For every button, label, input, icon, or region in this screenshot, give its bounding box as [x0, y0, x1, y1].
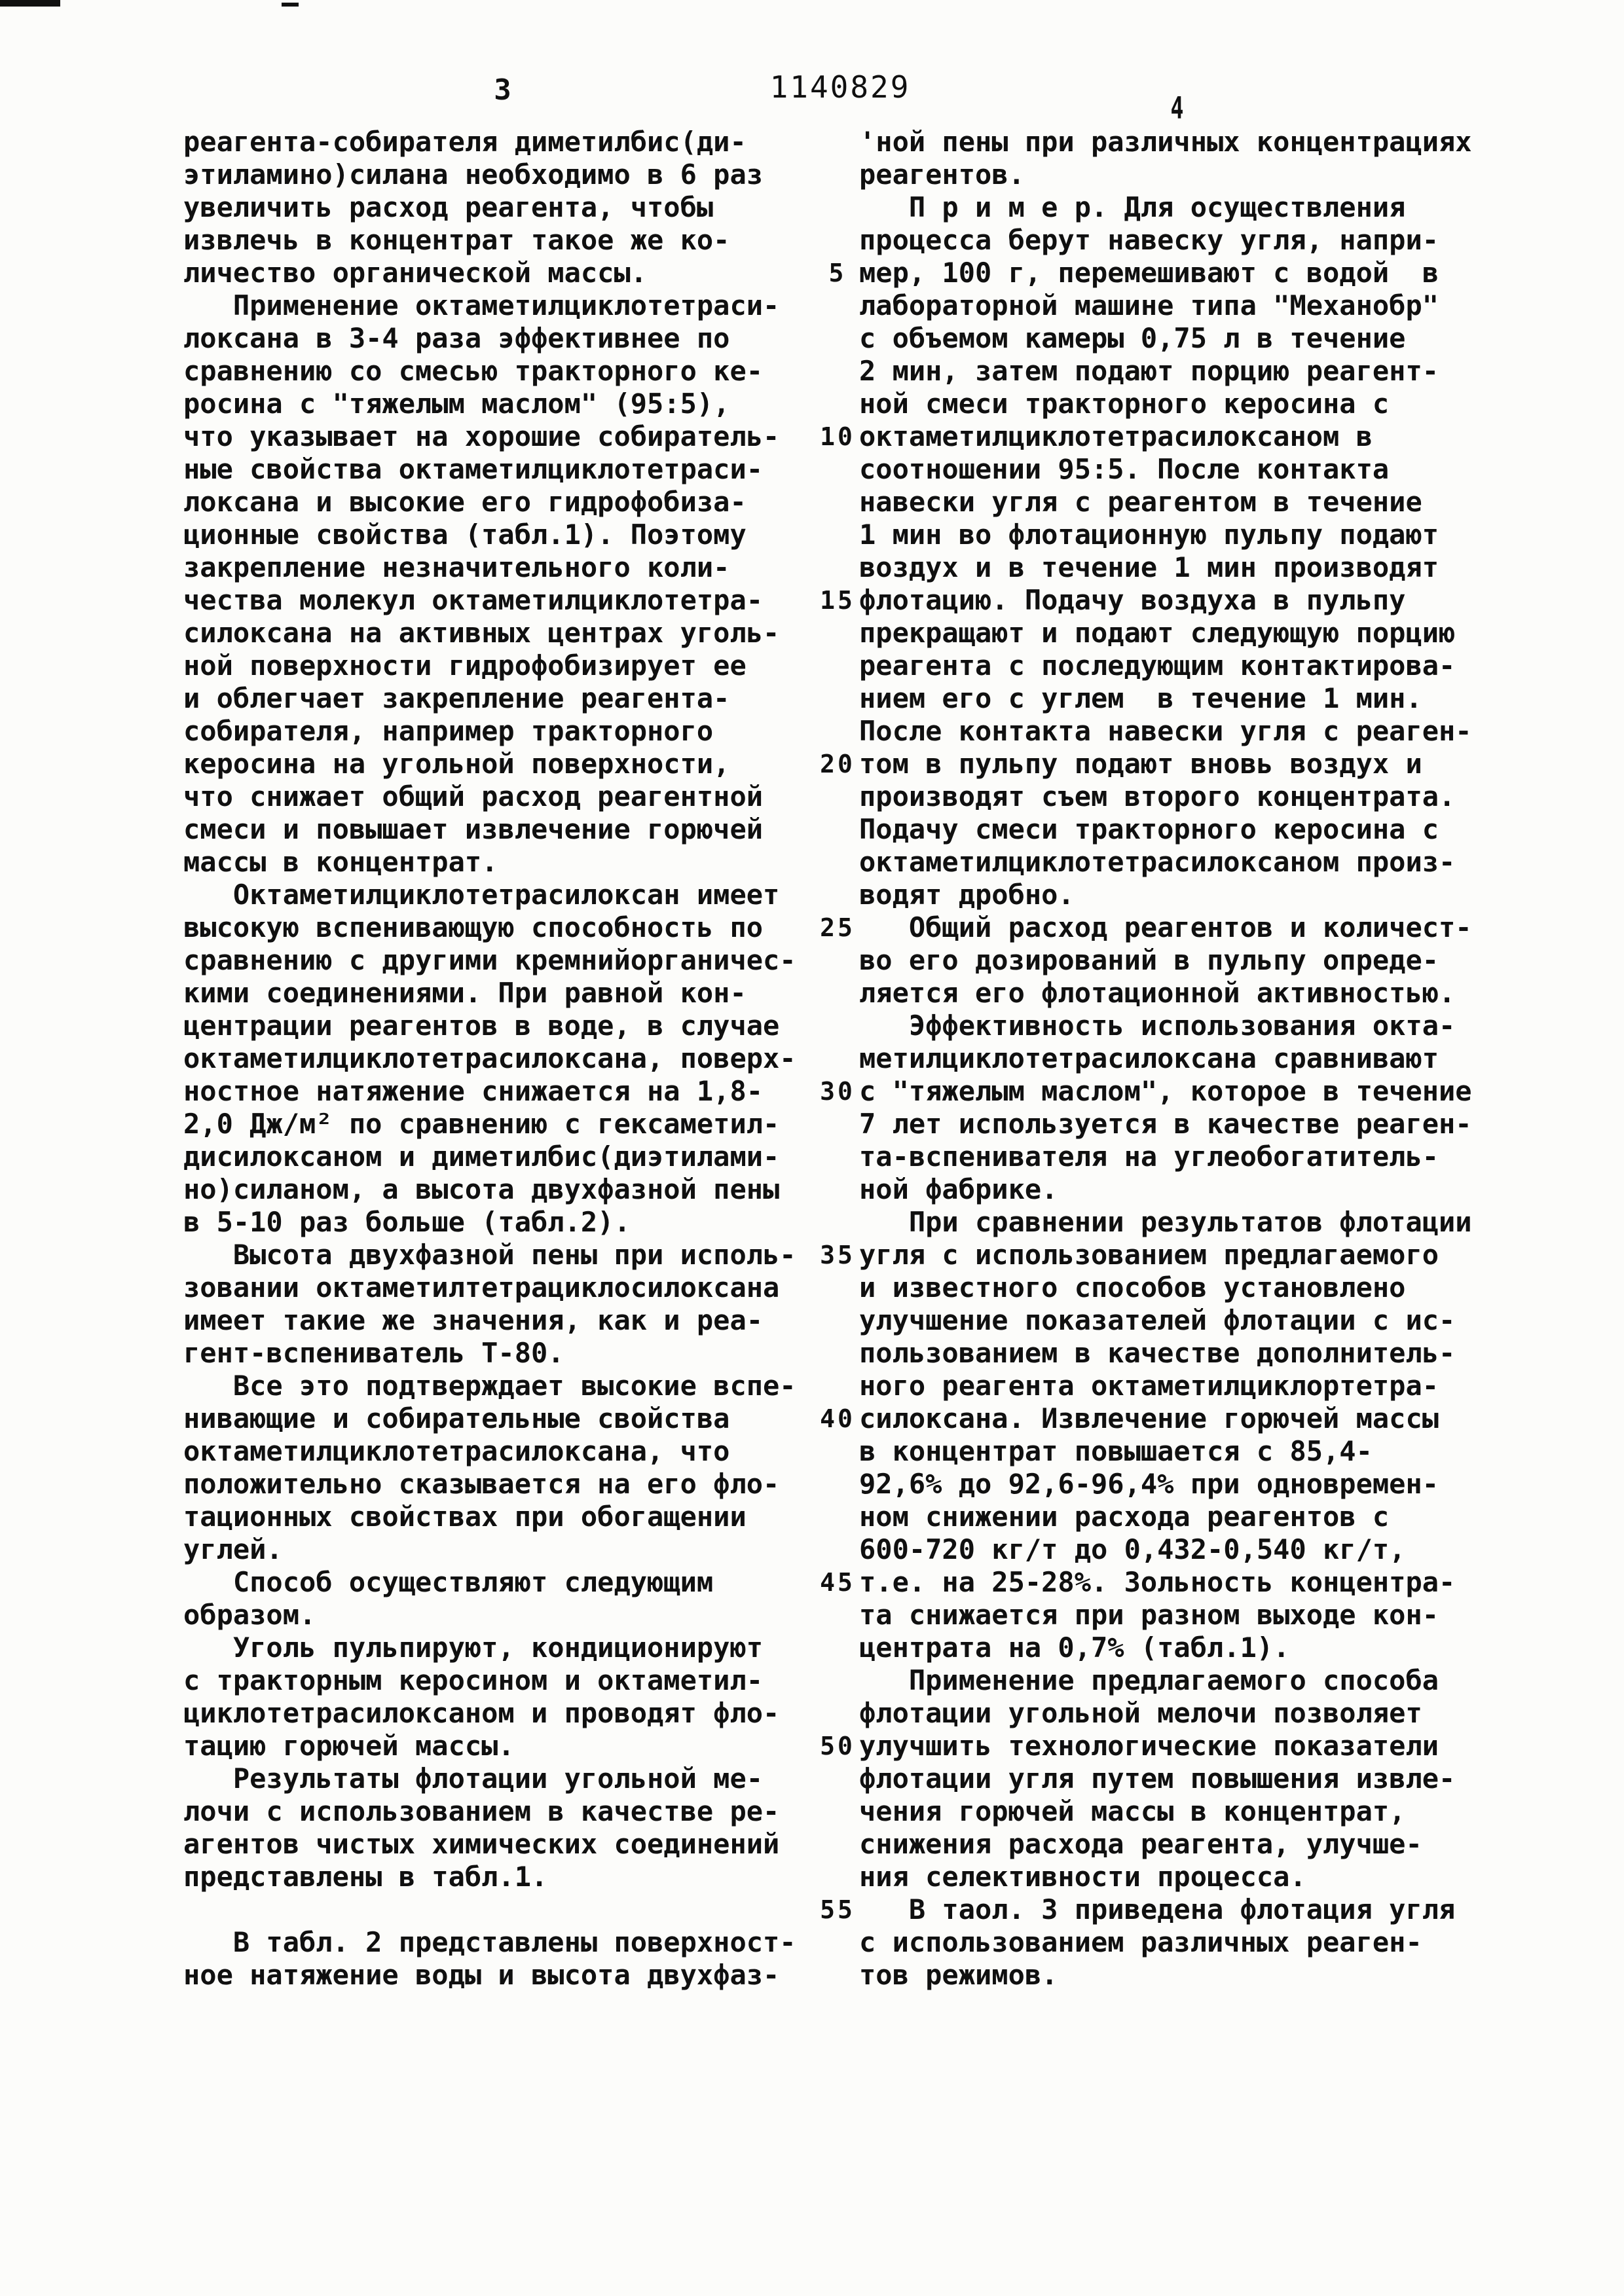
text-line: высокую вспенивающую способность по [183, 911, 764, 943]
text-line: ной поверхности гидрофобизирует ее [183, 649, 747, 682]
text-line: процесса берут навеску угля, напри- [859, 224, 1439, 256]
text-line: этиламино)силана необходимо в 6 раз [183, 158, 764, 191]
text-line: ные свойства октаметилциклотетраси- [183, 453, 764, 485]
text-line: росина с "тяжелым маслом" (95:5), [183, 388, 730, 420]
text-line: реагентов. [859, 158, 1025, 191]
text-line: в концентрат повышается с 85,4- [859, 1435, 1373, 1467]
text-line: ное натяжение воды и высота двухфаз- [183, 1959, 780, 1991]
text-line: ностное натяжение снижается на 1,8- [183, 1075, 764, 1107]
text-line: Применение предлагаемого способа [859, 1664, 1439, 1696]
text-line: центрата на 0,7% (табл.1). [859, 1631, 1290, 1664]
text-line: В таол. 3 приведена флотация угля [859, 1893, 1456, 1925]
text-line: представлены в табл.1. [183, 1861, 548, 1893]
text-line: и облегчает закрепление реагента- [183, 682, 730, 714]
text-line: с тракторным керосином и октаметил- [183, 1664, 764, 1696]
text-line: в 5-10 раз больше (табл.2). [183, 1206, 631, 1238]
text-line: 1 мин во флотационную пульпу подают [859, 519, 1439, 551]
text-line: угля с использованием предлагаемого [859, 1239, 1439, 1271]
line-number: 30 [820, 1077, 855, 1106]
text-line: та-вспенивателя на углеобогатитель- [859, 1140, 1439, 1173]
text-line: Подачу смеси тракторного керосина с [859, 813, 1439, 845]
left-text-column [183, 126, 832, 1992]
text-line: чения горючей массы в концентрат, [859, 1795, 1406, 1827]
line-number: 10 [820, 422, 855, 451]
text-line: метилциклотетрасилоксана сравнивают [859, 1042, 1439, 1074]
text-line: гент-вспениватель Т-80. [183, 1337, 564, 1369]
text-line: т.е. на 25-28%. Зольность концентра- [859, 1566, 1456, 1598]
text-line: октаметилциклотетрасилоксана, что [183, 1435, 730, 1467]
text-line: нивающие и собирательные свойства [183, 1402, 730, 1434]
text-line: положительно сказывается на его фло- [183, 1468, 780, 1500]
text-line: что указывает на хорошие собиратель- [183, 420, 780, 452]
text-line: нием его с углем в течение 1 мин. [859, 682, 1422, 714]
text-line: лочи с использованием в качестве ре- [183, 1795, 780, 1827]
text-line: Уголь пульпируют, кондиционируют [183, 1631, 764, 1664]
text-line: 600-720 кг/т до 0,432-0,540 кг/т, [859, 1533, 1406, 1565]
text-line: Применение октаметилциклотетраси- [183, 289, 780, 321]
left-column-page-number: 3 [494, 73, 511, 107]
text-line: лабораторной машине типа "Механобр" [859, 289, 1439, 321]
text-line [183, 1893, 832, 1926]
text-line: водят дробно. [859, 879, 1075, 911]
text-line: ного реагента октаметилциклортетра- [859, 1370, 1439, 1402]
text-line: собирателя, например тракторного [183, 715, 714, 747]
text-line: П р и м е р. Для осуществления [859, 191, 1406, 223]
text-line: 2 мин, затем подают порцию реагент- [859, 355, 1439, 387]
text-line: При сравнении результатов флотации [859, 1206, 1472, 1238]
line-number: 45 [820, 1568, 855, 1597]
text-line: Все это подтверждает высокие вспе- [183, 1370, 796, 1402]
text-line: октаметилциклотетрасилоксаном произ- [859, 846, 1456, 878]
text-line: но)силаном, а высота двухфазной пены [183, 1173, 780, 1205]
text-line: ной смеси тракторного керосина с [859, 388, 1390, 420]
text-line: В табл. 2 представлены поверхност- [183, 1926, 796, 1958]
text-line: углей. [183, 1533, 283, 1565]
text-line: Общий расход реагентов и количест- [859, 911, 1472, 943]
text-line: силоксана. Извлечение горючей массы [859, 1402, 1439, 1434]
text-line: сравнению со смесью тракторного ке- [183, 355, 764, 387]
text-line: с использованием различных реаген- [859, 1926, 1422, 1958]
text-line: тацию горючей массы. [183, 1730, 515, 1762]
text-line: тационных свойствах при обогащении [183, 1501, 747, 1533]
text-line: тов режимов. [859, 1959, 1058, 1991]
text-line: что снижает общий расход реагентной [183, 780, 764, 812]
text-line: 92,6% до 92,6-96,4% при одновремен- [859, 1468, 1439, 1500]
text-line: 'ной пены при различных концентрациях [859, 126, 1472, 158]
text-line: с "тяжелым маслом", которое в течение [859, 1075, 1472, 1107]
text-line: Эффективность использования окта- [859, 1010, 1456, 1042]
text-line: флотации угля путем повышения извле- [859, 1762, 1456, 1795]
text-line: Высота двухфазной пены при исполь- [183, 1239, 796, 1271]
text-line: реагента с последующим контактирова- [859, 649, 1456, 682]
text-line: улучшить технологические показатели [859, 1730, 1439, 1762]
text-line: зовании октаметилтетрациклосилоксана [183, 1271, 780, 1303]
line-number: 40 [820, 1404, 855, 1433]
text-line: циклотетрасилоксаном и проводят фло- [183, 1697, 780, 1729]
text-line: октаметилциклотетрасилоксаном в [859, 420, 1373, 452]
text-line: центрации реагентов в воде, в случае [183, 1010, 780, 1042]
right-text-column [859, 126, 1507, 1992]
text-line: мер, 100 г, перемешивают с водой в [859, 257, 1439, 289]
right-column-page-number: 4 [1170, 90, 1184, 126]
text-line: снижения расхода реагента, улучше- [859, 1828, 1422, 1860]
text-line: имеет такие же значения, как и реа- [183, 1304, 764, 1336]
text-line: и известного способов установлено [859, 1271, 1406, 1303]
text-line: кими соединениями. При равной кон- [183, 977, 747, 1009]
text-line: том в пульпу подают вновь воздух и [859, 748, 1422, 780]
text-line: Октаметилциклотетрасилоксан имеет [183, 879, 780, 911]
text-line: локсана в 3-4 раза эффективнее по [183, 322, 730, 354]
text-line: увеличить расход реагента, чтобы [183, 191, 714, 223]
text-line: пользованием в качестве дополнитель- [859, 1337, 1456, 1369]
text-line: После контакта навески угля с реаген- [859, 715, 1472, 747]
line-number: 50 [820, 1732, 855, 1760]
text-line: чества молекул октаметилциклотетра- [183, 584, 764, 616]
text-line: с объемом камеры 0,75 л в течение [859, 322, 1406, 354]
text-line: реагента-собирателя диметилбис(ди- [183, 126, 747, 158]
text-line: Результаты флотации угольной ме- [183, 1762, 764, 1795]
text-line: та снижается при разном выходе кон- [859, 1599, 1439, 1631]
text-line: личество органической массы. [183, 257, 648, 289]
text-line: керосина на угольной поверхности, [183, 748, 730, 780]
line-number: 5 [828, 259, 847, 287]
text-line: сравнению с другими кремнийорганичес- [183, 944, 796, 976]
text-line: дисилоксаном и диметилбис(диэтилами- [183, 1140, 780, 1173]
text-line: образом. [183, 1599, 316, 1631]
text-line: 7 лет используется в качестве реаген- [859, 1108, 1472, 1140]
line-number: 15 [820, 586, 855, 615]
text-line: 2,0 Дж/м² по сравнению с гексаметил- [183, 1108, 780, 1140]
text-line: извлечь в концентрат такое же ко- [183, 224, 730, 256]
text-line: ционные свойства (табл.1). Поэтому [183, 519, 747, 551]
text-line: флотацию. Подачу воздуха в пульпу [859, 584, 1406, 616]
text-line: октаметилциклотетрасилоксана, поверх- [183, 1042, 796, 1074]
text-line: Способ осуществляют следующим [183, 1566, 714, 1598]
text-line: ния селективности процесса. [859, 1861, 1306, 1893]
text-line: силоксана на активных центрах уголь- [183, 617, 780, 649]
line-number: 20 [820, 750, 855, 778]
text-line: ляется его флотационной активностью. [859, 977, 1456, 1009]
text-line: прекращают и подают следующую порцию [859, 617, 1456, 649]
text-line: смеси и повышает извлечение горючей [183, 813, 764, 845]
text-line: улучшение показателей флотации с ис- [859, 1304, 1456, 1336]
text-line: агентов чистых химических соединений [183, 1828, 780, 1860]
text-line: ном снижении расхода реагентов с [859, 1501, 1390, 1533]
text-line: воздух и в течение 1 мин производят [859, 551, 1439, 583]
patent-number: 1140829 [769, 69, 911, 105]
line-number: 55 [820, 1895, 855, 1924]
text-line: навески угля с реагентом в течение [859, 486, 1422, 518]
text-line: ной фабрике. [859, 1173, 1058, 1205]
line-number: 35 [820, 1241, 855, 1269]
text-line: массы в концентрат. [183, 846, 498, 878]
text-line: во его дозирований в пульпу опреде- [859, 944, 1439, 976]
text-line: закрепление незначительного коли- [183, 551, 730, 583]
text-line: производят съем второго концентрата. [859, 780, 1456, 812]
text-line: флотации угольной мелочи позволяет [859, 1697, 1422, 1729]
text-line: локсана и высокие его гидрофобиза- [183, 486, 747, 518]
line-number: 25 [820, 913, 855, 942]
text-line: соотношении 95:5. После контакта [859, 453, 1390, 485]
